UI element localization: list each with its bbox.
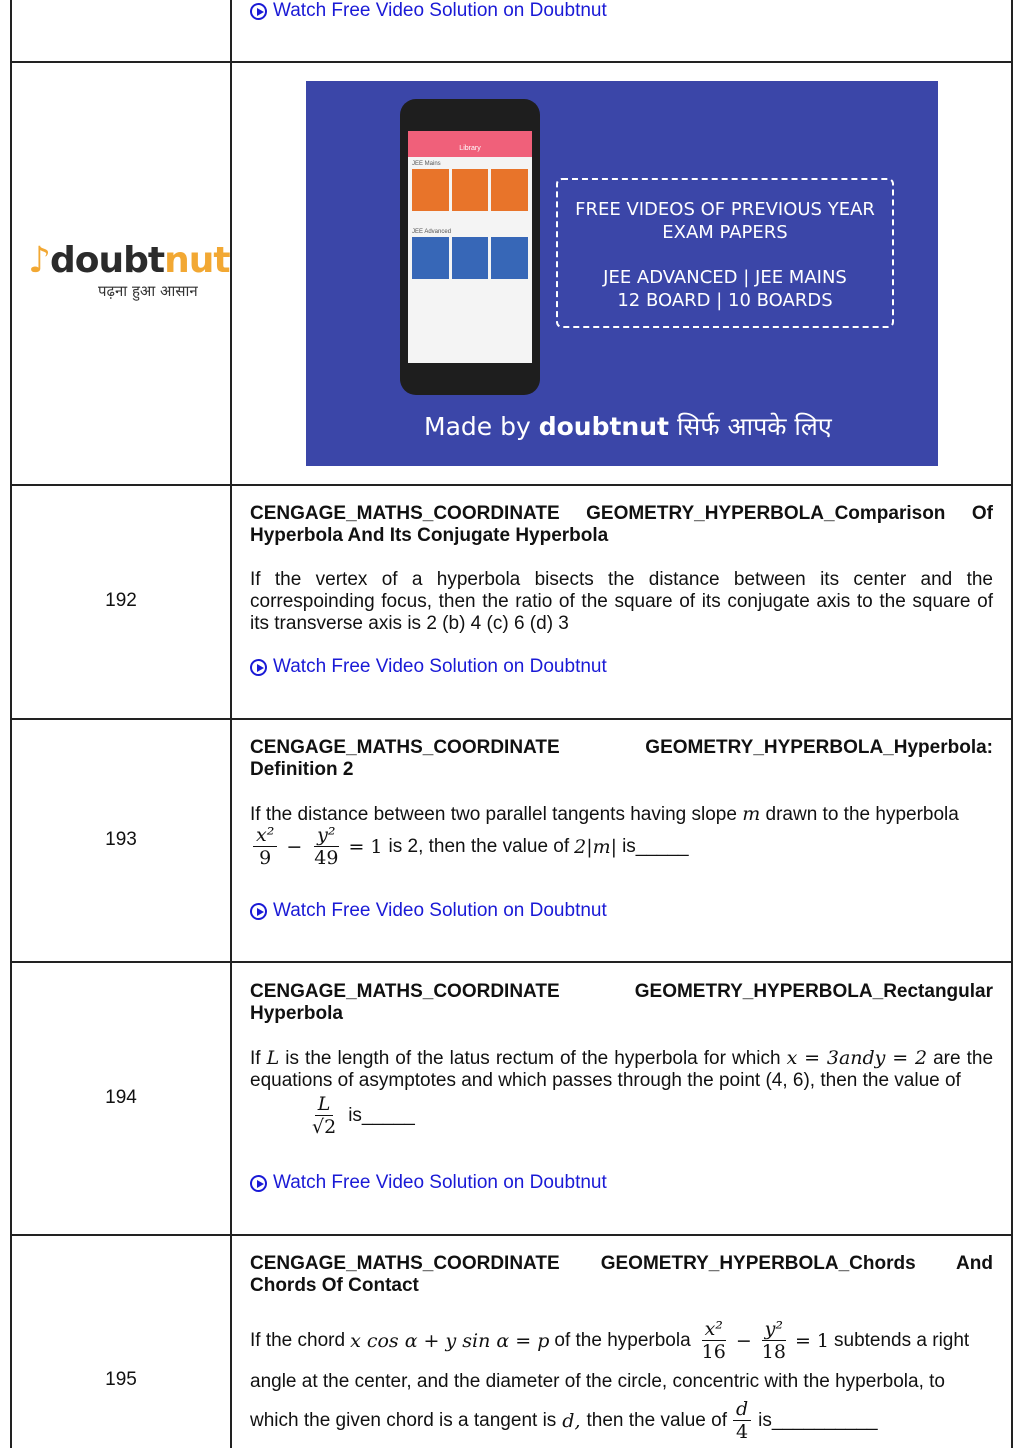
math-d: d,	[562, 1409, 581, 1432]
text-segment: then the value of	[586, 1409, 727, 1431]
text-segment-tail: which the given chord is a tangent is	[250, 1409, 557, 1431]
math-minus: −	[286, 835, 303, 858]
text-segment: is 2, then the value of	[388, 835, 570, 857]
watch-video-link[interactable]	[250, 900, 607, 922]
fraction-den: 4	[736, 1421, 749, 1443]
watch-video-link-label: Watch Free Video Solution on Doubtnut	[273, 1172, 607, 1193]
question-number: 192	[105, 590, 137, 611]
phone-section-advanced: JEE Advanced	[412, 229, 452, 235]
fraction-den: √2	[312, 1116, 337, 1138]
row-divider	[10, 718, 1013, 720]
banner-sub-2: 12 BOARD | 10 BOARDS	[617, 290, 833, 311]
watch-video-link-label: Watch Free Video Solution on Doubtnut	[273, 900, 607, 921]
banner-headline-1: FREE VIDEOS OF PREVIOUS YEAR	[575, 199, 875, 220]
row-divider	[10, 61, 1013, 63]
made-by-label: Made by	[424, 412, 531, 441]
phone-card-row	[408, 237, 532, 279]
math-expr: x = 3andy = 2	[786, 1047, 928, 1069]
text-segment: If the chord	[250, 1329, 346, 1351]
logo-tagline: पढ़ना हुआ आसान	[98, 282, 198, 300]
text-segment: If the distance between two parallel tangents having slope	[250, 804, 737, 825]
question-number: 193	[105, 829, 137, 850]
phone-card	[412, 169, 449, 211]
fraction-num: L	[315, 1093, 334, 1116]
watch-video-link[interactable]	[250, 0, 607, 22]
fraction-den: 16	[701, 1341, 726, 1363]
text-segment: drawn to the hyperbola	[765, 804, 959, 825]
text-segment: is__________	[758, 1409, 878, 1431]
question-text-line	[250, 1318, 993, 1363]
row-divider	[10, 961, 1013, 963]
question-title: CENGAGE_MATHS_COORDINATE GEOMETRY_HYPERBOLA_Comparison Of Hyperbola And Its Conjugate Hyperbola	[250, 503, 993, 546]
fraction-den: 49	[314, 847, 339, 869]
table-border-left	[10, 0, 12, 1448]
text-segment: are the equations of asymptotes and which passes through the point (4, 6), then the value of	[250, 1048, 994, 1091]
banner-made-by	[424, 409, 832, 443]
question-title: CENGAGE_MATHS_COORDINATE GEOMETRY_HYPERBOLA_Rectangular Hyperbola	[250, 981, 993, 1024]
banner-headline-box	[556, 178, 894, 328]
row-divider	[10, 1234, 1013, 1236]
question-title: CENGAGE_MATHS_COORDINATE GEOMETRY_HYPERBOLA_Hyperbola: Definition 2	[250, 737, 993, 780]
text-segment: If	[250, 1048, 261, 1069]
math-expr: 2|m|	[574, 835, 618, 858]
phone-card	[491, 169, 528, 211]
phone-screen	[408, 131, 532, 363]
banner-headline-2: EXAM PAPERS	[662, 222, 788, 243]
question-text	[250, 1047, 993, 1092]
fraction-num: y²	[314, 824, 338, 847]
phone-mockup	[400, 99, 540, 395]
text-segment-continued: angle at the center, and the diameter of the circle, concentric with the hyperbola, to	[250, 1371, 945, 1392]
banner-sub-1: JEE ADVANCED | JEE MAINS	[603, 267, 847, 288]
table-border-right	[1011, 0, 1013, 1448]
phone-card	[491, 237, 528, 279]
question-title: CENGAGE_MATHS_COORDINATE GEOMETRY_HYPERBOLA_Chords And Chords Of Contact	[250, 1253, 993, 1296]
made-by-tail: सिर्फ आपके लिए	[676, 412, 832, 441]
math-eq: = 1	[348, 835, 383, 858]
promo-banner[interactable]	[306, 81, 938, 466]
math-L: L	[266, 1047, 280, 1069]
fraction-num: d	[733, 1398, 751, 1421]
math-eq: = 1	[794, 1329, 830, 1352]
fraction-num: x²	[702, 1318, 726, 1341]
phone-card	[452, 237, 489, 279]
fraction	[699, 1318, 729, 1363]
text-segment: of the hyperbola	[554, 1329, 691, 1351]
play-circle-icon	[250, 3, 267, 20]
fraction	[309, 1093, 339, 1138]
watch-video-link[interactable]	[250, 1172, 607, 1194]
fraction	[733, 1398, 751, 1443]
row-divider	[10, 484, 1013, 486]
question-text	[250, 803, 993, 826]
question-text: If the vertex of a hyperbola bisects the distance between its center and the correspoinding focus, then the ratio of the square of its conjugate axis to the square of its transverse axis is 2 (b) 4 (c) 6 (d) 3	[250, 569, 993, 634]
text-segment: is_____	[622, 835, 689, 857]
math-m: m	[742, 803, 761, 825]
doubtnut-logo	[28, 240, 230, 310]
phone-card	[412, 237, 449, 279]
watch-video-link[interactable]	[250, 656, 607, 678]
text-segment: is the length of the latus rectum of the hyperbola for which	[285, 1048, 781, 1069]
logo-mark-icon: ♪	[28, 240, 50, 281]
fraction-num: x²	[253, 824, 277, 847]
math-expr: x cos α + y sin α = p	[350, 1329, 550, 1352]
logo-wordmark: ♪doubtnut	[28, 240, 230, 281]
fraction	[311, 824, 341, 869]
fraction-num: y²	[762, 1318, 786, 1341]
phone-header: Library	[408, 131, 532, 157]
phone-card-row	[408, 169, 532, 211]
phone-card	[452, 169, 489, 211]
fraction-den: 18	[761, 1341, 786, 1363]
question-number: 195	[105, 1369, 137, 1390]
question-text	[250, 1371, 993, 1393]
watch-video-link-label: Watch Free Video Solution on Doubtnut	[273, 656, 607, 677]
made-by-brand: doubtnut	[538, 412, 669, 441]
fraction	[759, 1318, 789, 1363]
play-circle-icon	[250, 1175, 267, 1192]
fraction	[253, 824, 277, 869]
fraction-den: 9	[259, 847, 272, 869]
play-circle-icon	[250, 903, 267, 920]
text-segment: is_____	[348, 1104, 415, 1126]
math-minus: −	[735, 1329, 752, 1352]
watch-video-link-label: Watch Free Video Solution on Doubtnut	[273, 0, 607, 21]
text-segment-hidden-measure: subtends a right	[834, 1329, 970, 1351]
question-text-line	[306, 1093, 606, 1138]
question-text-line	[250, 1398, 993, 1443]
phone-section-mains: JEE Mains	[412, 161, 441, 167]
question-text-line	[250, 824, 993, 869]
play-circle-icon	[250, 659, 267, 676]
question-number: 194	[105, 1087, 137, 1108]
column-divider	[230, 0, 232, 1448]
